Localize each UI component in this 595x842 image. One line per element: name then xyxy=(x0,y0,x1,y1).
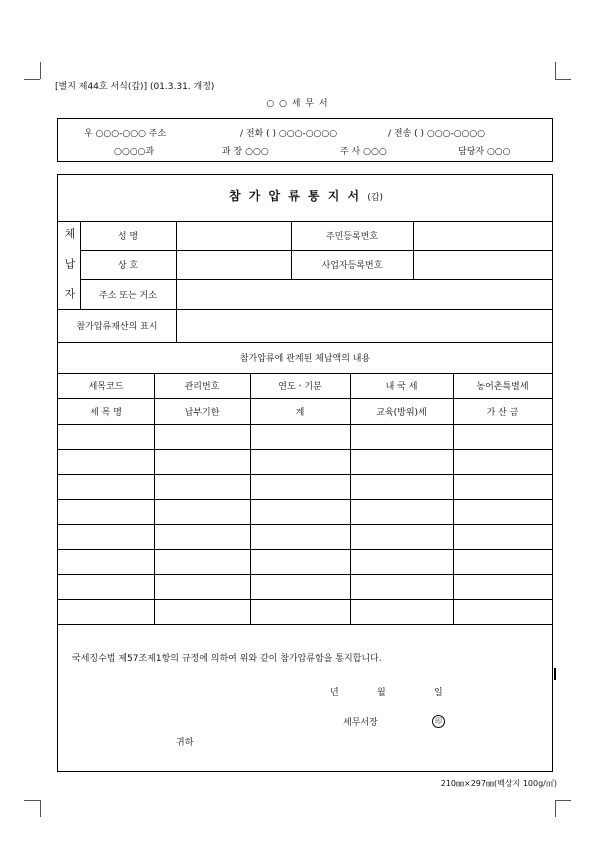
crop-mark-bottom-right-v xyxy=(555,800,556,817)
document-title-suffix: (갑) xyxy=(367,193,384,203)
date-day: 일 xyxy=(434,688,443,698)
name-label: 성 명 xyxy=(117,232,139,242)
header-due-date: 납부기한 xyxy=(184,407,220,418)
header-total: 계 xyxy=(295,407,305,418)
document-title-text: 참 가 압 류 통 지 서 xyxy=(228,189,362,203)
crop-mark-bottom-left-h xyxy=(24,800,40,801)
debtor-label: 체 납 자 xyxy=(63,228,76,302)
date-month: 월 xyxy=(377,688,386,698)
form-number-label: [별지 제44호 서식(갑)] (01.3.31. 개정) xyxy=(55,82,215,92)
seized-property-field[interactable] xyxy=(176,309,552,342)
signer-title: 세무서장 xyxy=(343,718,378,728)
crop-mark-top-left-h xyxy=(24,79,40,80)
department-manager: 담당자 ○○○ xyxy=(458,147,511,157)
document-title xyxy=(58,187,554,204)
margin-marker xyxy=(554,668,556,680)
seal-mark xyxy=(430,715,445,728)
office-fax: / 전송 ( ) ○○○-○○○○ xyxy=(388,129,486,139)
department-chief: 과 장 ○○○ xyxy=(222,147,269,157)
office-address: 우 ○○○-○○○ 주소 xyxy=(84,129,167,139)
department-officer: 주 사 ○○○ xyxy=(340,147,387,157)
table-row[interactable] xyxy=(58,574,552,599)
office-phone: / 전화 ( ) ○○○-○○○○ xyxy=(240,129,338,139)
table-row[interactable] xyxy=(58,524,552,549)
seized-property-label: 참가압류재산의 표시 xyxy=(76,322,158,332)
header-domestic-tax: 내 국 세 xyxy=(385,382,418,392)
header-penalty: 가 산 금 xyxy=(486,407,519,418)
header-tax-item: 세 목 명 xyxy=(90,407,122,418)
table-row[interactable] xyxy=(58,499,552,524)
header-year-period: 연도ㆍ기분 xyxy=(278,382,322,392)
rrn-field[interactable] xyxy=(413,221,552,250)
notice-statement: 국세징수법 제57조제1항의 규정에 의하여 위와 같이 참가압류함을 통지합니다. xyxy=(72,654,382,664)
notice-form xyxy=(57,174,553,772)
brn-field[interactable] xyxy=(413,250,552,279)
table-row[interactable] xyxy=(58,424,552,449)
tax-office-title: ○ ○ 세 무 서 xyxy=(266,99,329,109)
header-management-number: 관리번호 xyxy=(184,382,220,392)
header-education-tax: 교육(방위)세 xyxy=(376,407,427,418)
date-year: 년 xyxy=(330,688,339,698)
address-label: 주소 또는 거소 xyxy=(99,290,157,301)
rrn-label: 주민등록번호 xyxy=(325,232,379,242)
name-field[interactable] xyxy=(176,221,291,250)
table-row[interactable] xyxy=(58,449,552,474)
office-department: ○○○○과 xyxy=(114,147,155,157)
header-rural-special-tax: 농어촌특별세 xyxy=(476,382,529,392)
brn-label: 사업자등록번호 xyxy=(321,261,383,271)
arrears-section-title: 참가압류에 관계된 체납액의 내용 xyxy=(239,354,371,364)
office-address-box xyxy=(57,118,553,162)
crop-mark-top-left-v xyxy=(40,62,41,79)
table-row[interactable] xyxy=(58,549,552,574)
crop-mark-bottom-right-h xyxy=(555,800,571,801)
table-row[interactable] xyxy=(58,474,552,499)
address-field[interactable] xyxy=(176,279,552,309)
crop-mark-top-right-h xyxy=(555,79,571,80)
paper-specification: 210㎜×297㎜(백상지 100g/㎡) xyxy=(440,779,557,788)
crop-mark-top-right-v xyxy=(555,62,556,79)
trade-name-label: 상 호 xyxy=(117,261,139,271)
recipient-suffix: 귀하 xyxy=(176,738,194,748)
table-row[interactable] xyxy=(58,599,552,624)
crop-mark-bottom-left-v xyxy=(40,800,41,817)
seal-icon: 印 xyxy=(432,715,445,728)
header-tax-code: 세목코드 xyxy=(88,382,124,392)
trade-name-field[interactable] xyxy=(176,250,291,279)
